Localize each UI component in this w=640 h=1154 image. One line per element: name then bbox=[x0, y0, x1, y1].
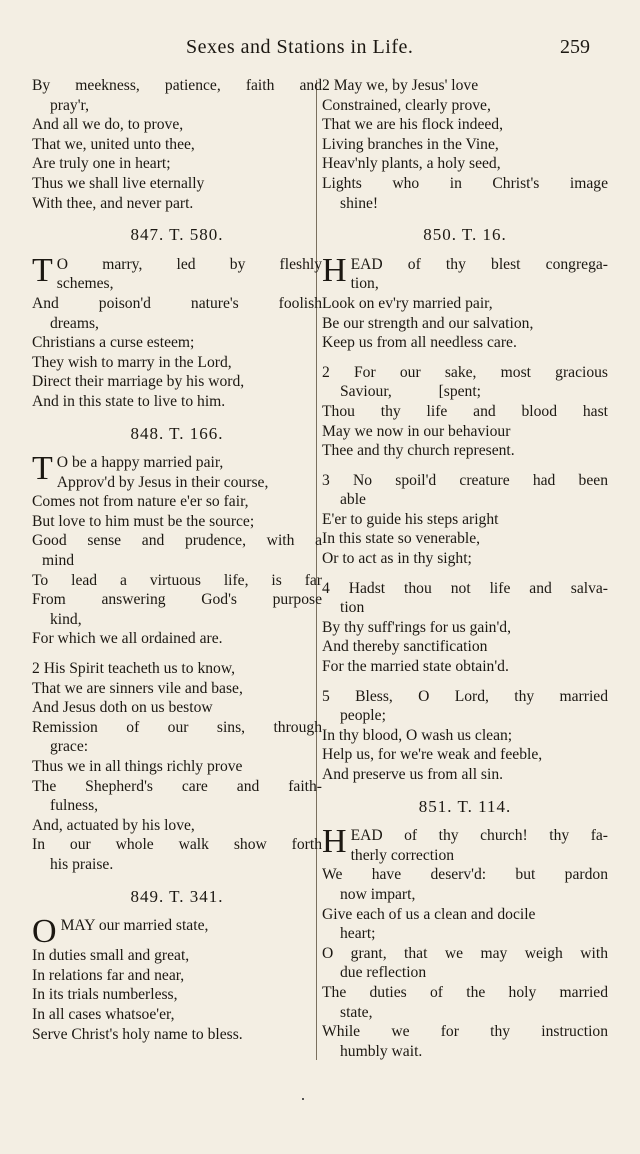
verse-line: Heav'nly plants, a holy seed, bbox=[322, 155, 501, 173]
verse-line: Remission of our sins, through bbox=[32, 718, 322, 736]
hymn-heading-849: 849. T. 341. bbox=[130, 886, 224, 906]
hymn-heading-847: 847. T. 580. bbox=[130, 225, 224, 245]
verse-line: heart; bbox=[340, 925, 376, 943]
verse-line: EAD of thy church! thy fa- bbox=[350, 827, 608, 845]
verse-line: humbly wait. bbox=[340, 1042, 423, 1060]
verse-line: O marry, led by fleshly bbox=[56, 255, 322, 273]
verse-line: The duties of the holy married bbox=[322, 983, 608, 1001]
verse-line: To lead a virtuous life, is far bbox=[32, 571, 322, 589]
verse-line: In its trials numberless, bbox=[32, 986, 178, 1004]
continued-verse bbox=[322, 76, 608, 213]
verse-line: And Jesus doth on us bestow bbox=[32, 699, 213, 717]
hymn-847 bbox=[32, 251, 322, 412]
verse-line: For which we all ordained are. bbox=[32, 630, 223, 648]
verse-line: In duties small and great, bbox=[32, 947, 190, 965]
hymn-heading-848: 848. T. 166. bbox=[130, 423, 224, 443]
verse-line: pray'r, bbox=[50, 96, 89, 114]
verse-line: Give each of us a clean and docile bbox=[322, 905, 536, 923]
verse-line: And preserve us from all sin. bbox=[322, 766, 504, 783]
verse-line: Approv'd by Jesus in their course, bbox=[56, 473, 269, 491]
verse-line: Thus we shall live eternally bbox=[32, 174, 205, 192]
hymn-848 bbox=[32, 450, 322, 874]
verse-line: Living branches in the Vine, bbox=[322, 135, 499, 153]
verse-line: due reflection bbox=[340, 964, 427, 982]
right-column bbox=[322, 76, 608, 1061]
hymn-heading-851: 851. T. 114. bbox=[418, 796, 512, 816]
verse-line: MAY our married state, bbox=[60, 917, 209, 935]
verse-line: The Shepherd's care and faith- bbox=[32, 777, 322, 795]
verse-line: From answering God's purpose bbox=[32, 591, 322, 609]
verse-line: tion, bbox=[350, 275, 379, 293]
verse-line: In our whole walk show forth bbox=[32, 836, 322, 854]
verse-line: now impart, bbox=[340, 885, 416, 903]
hymn-850 bbox=[322, 251, 608, 785]
verse-line: grace: bbox=[50, 738, 89, 756]
running-title: Sexes and Stations in Life. bbox=[186, 36, 414, 58]
verse-line: With thee, and never part. bbox=[32, 194, 194, 212]
drop-cap: H bbox=[322, 823, 347, 861]
verse-line: kind, bbox=[50, 610, 82, 628]
verse-line: And poison'd nature's foolish bbox=[32, 294, 322, 312]
verse-line: Thus we in all things richly prove bbox=[32, 758, 243, 775]
verse-line: schemes, bbox=[56, 275, 114, 293]
hymn-849 bbox=[32, 913, 322, 1044]
verse-line: 3 No spoil'd creature had been bbox=[322, 471, 608, 489]
verse-line: Direct their marriage by his word, bbox=[32, 373, 245, 391]
hymn-851 bbox=[322, 823, 608, 1061]
verse-line: E'er to guide his steps aright bbox=[322, 510, 499, 528]
verse-line: tion bbox=[340, 599, 365, 617]
verse-line: 4 Hadst thou not life and salva- bbox=[322, 579, 608, 597]
verse-line: therly correction bbox=[350, 846, 455, 864]
page-number: 259 bbox=[560, 36, 590, 58]
drop-cap: H bbox=[322, 251, 347, 289]
verse-line: That we, united unto thee, bbox=[32, 135, 195, 153]
verse-line: able bbox=[340, 491, 366, 509]
verse-line: 2 For our sake, most gracious bbox=[322, 363, 608, 381]
verse-line: In this state so venerable, bbox=[322, 530, 481, 548]
verse-line: 5 Bless, O Lord, thy married bbox=[322, 687, 608, 705]
verse-line: Good sense and prudence, with a bbox=[32, 532, 322, 550]
verse-line: Comes not from nature e'er so fair, bbox=[32, 493, 249, 511]
verse-line: Serve Christ's holy name to bless. bbox=[32, 1025, 243, 1043]
verse-line: In thy blood, O wash us clean; bbox=[322, 726, 513, 744]
verse-line: O be a happy married pair, bbox=[56, 454, 224, 472]
hymn-heading-850: 850. T. 16. bbox=[423, 225, 507, 245]
verse-line: That we are his flock indeed, bbox=[322, 116, 503, 134]
verse-line: Are truly one in heart; bbox=[32, 155, 171, 173]
verse-line: Help us, for we're weak and feeble, bbox=[322, 746, 543, 764]
verse-line: May we now in our behaviour bbox=[322, 422, 511, 440]
verse-line: Saviour, [spent; bbox=[340, 383, 482, 401]
verse-line: They wish to marry in the Lord, bbox=[32, 353, 232, 371]
drop-cap: T bbox=[32, 450, 53, 488]
verse-line: state, bbox=[340, 1003, 373, 1021]
continued-verse bbox=[32, 76, 322, 213]
verse-line: mind bbox=[42, 552, 75, 570]
page-header bbox=[0, 36, 640, 66]
verse-line: Lights who in Christ's image bbox=[322, 174, 608, 192]
left-column bbox=[32, 76, 322, 1044]
verse-line: Thou thy life and blood hast bbox=[322, 402, 608, 420]
verse-line: And all we do, to prove, bbox=[32, 116, 184, 134]
verse-line: In relations far and near, bbox=[32, 966, 185, 984]
verse-line: Or to act as in thy sight; bbox=[322, 550, 472, 568]
verse-line: Christians a curse esteem; bbox=[32, 334, 195, 352]
drop-cap: T bbox=[32, 251, 53, 289]
verse-line: shine! bbox=[340, 194, 379, 212]
verse-line: While we for thy instruction bbox=[322, 1023, 608, 1041]
verse-line: And, actuated by his love, bbox=[32, 816, 195, 834]
verse-line: 2 May we, by Jesus' love bbox=[322, 77, 479, 94]
verse-line: That we are sinners vile and base, bbox=[32, 679, 243, 697]
verse-line: But love to him must be the source; bbox=[32, 512, 255, 530]
verse-line: By meekness, patience, faith and bbox=[32, 77, 322, 94]
drop-cap: O bbox=[32, 913, 57, 951]
verse-line: his praise. bbox=[50, 855, 114, 873]
verse-line: Thee and thy church represent. bbox=[322, 442, 515, 460]
verse-line: Be our strength and our salvation, bbox=[322, 314, 534, 332]
ink-speck bbox=[302, 1098, 304, 1100]
verse-line: EAD of thy blest congrega- bbox=[350, 255, 608, 273]
verse-line: Look on ev'ry married pair, bbox=[322, 294, 493, 312]
verse-line: For the married state obtain'd. bbox=[322, 658, 509, 676]
verse-line: 2 His Spirit teacheth us to know, bbox=[32, 660, 235, 678]
verse-line: In all cases whatsoe'er, bbox=[32, 1005, 175, 1023]
verse-line: dreams, bbox=[50, 314, 99, 332]
verse-line: And in this state to live to him. bbox=[32, 392, 226, 410]
verse-line: By thy suff'rings for us gain'd, bbox=[322, 618, 511, 636]
verse-line: Constrained, clearly prove, bbox=[322, 96, 491, 114]
verse-line: people; bbox=[340, 707, 386, 725]
verse-line: fulness, bbox=[50, 797, 99, 815]
verse-line: And thereby sanctification bbox=[322, 638, 488, 656]
verse-line: Keep us from all needless care. bbox=[322, 334, 517, 352]
verse-line: O grant, that we may weigh with bbox=[322, 944, 608, 962]
verse-line: We have deserv'd: but pardon bbox=[322, 866, 608, 884]
